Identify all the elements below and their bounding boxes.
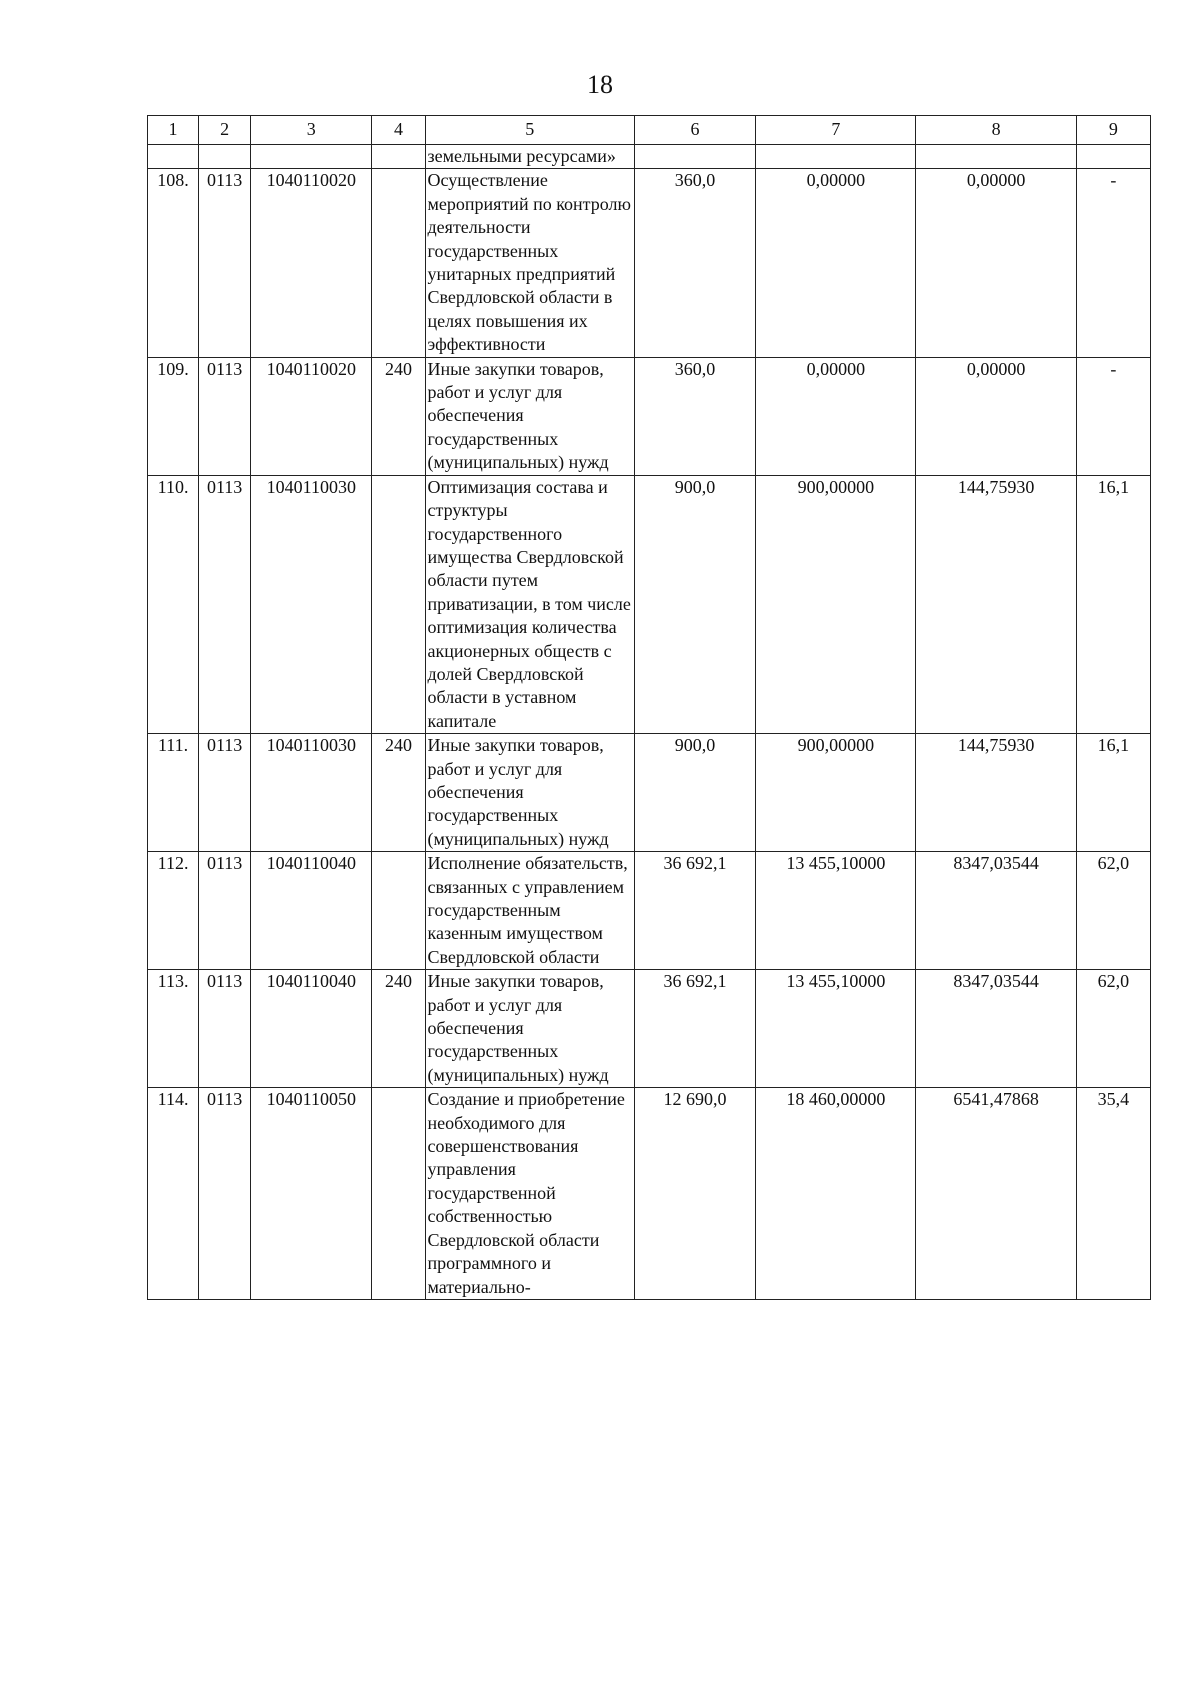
planned-amount (634, 145, 755, 169)
amount-col-7: 900,00000 (756, 734, 916, 852)
row-number: 111. (148, 734, 199, 852)
expense-type-code (372, 475, 425, 733)
column-header-1: 1 (148, 116, 199, 145)
planned-amount: 36 692,1 (634, 970, 755, 1088)
percent-executed: 62,0 (1076, 852, 1150, 970)
amount-col-7 (756, 145, 916, 169)
planned-amount: 900,0 (634, 475, 755, 733)
item-description: Создание и приобретение необходимого для совершенствования управления государственной собственностью Свердловской области программного и материально- (425, 1088, 634, 1300)
target-article-code: 1040110030 (251, 734, 372, 852)
item-description: Иные закупки товаров, работ и услуг для обеспечения государственных (муниципальных) нужд (425, 734, 634, 852)
target-article-code: 1040110020 (251, 357, 372, 475)
amount-col-8: 0,00000 (916, 357, 1076, 475)
expense-type-code (372, 852, 425, 970)
row-number: 114. (148, 1088, 199, 1300)
target-article-code (251, 145, 372, 169)
table-row (148, 970, 1151, 1088)
column-header-3: 3 (251, 116, 372, 145)
percent-executed: 62,0 (1076, 970, 1150, 1088)
row-number: 112. (148, 852, 199, 970)
target-article-code: 1040110040 (251, 970, 372, 1088)
row-number: 113. (148, 970, 199, 1088)
planned-amount: 36 692,1 (634, 852, 755, 970)
row-number: 108. (148, 169, 199, 357)
budget-table (147, 115, 1151, 1300)
table-row (148, 734, 1151, 852)
row-number (148, 145, 199, 169)
column-header-9: 9 (1076, 116, 1150, 145)
planned-amount: 360,0 (634, 169, 755, 357)
section-code: 0113 (199, 357, 251, 475)
header-row (148, 116, 1151, 145)
column-header-8: 8 (916, 116, 1076, 145)
expense-type-code (372, 169, 425, 357)
percent-executed: - (1076, 357, 1150, 475)
section-code: 0113 (199, 852, 251, 970)
amount-col-8: 0,00000 (916, 169, 1076, 357)
percent-executed: - (1076, 169, 1150, 357)
row-number: 110. (148, 475, 199, 733)
amount-col-8: 144,75930 (916, 734, 1076, 852)
planned-amount: 360,0 (634, 357, 755, 475)
target-article-code: 1040110040 (251, 852, 372, 970)
expense-type-code: 240 (372, 357, 425, 475)
planned-amount: 12 690,0 (634, 1088, 755, 1300)
percent-executed: 16,1 (1076, 734, 1150, 852)
column-header-2: 2 (199, 116, 251, 145)
section-code: 0113 (199, 734, 251, 852)
amount-col-8: 8347,03544 (916, 970, 1076, 1088)
target-article-code: 1040110030 (251, 475, 372, 733)
item-description: Иные закупки товаров, работ и услуг для обеспечения государственных (муниципальных) нужд (425, 970, 634, 1088)
column-header-7: 7 (756, 116, 916, 145)
target-article-code: 1040110050 (251, 1088, 372, 1300)
amount-col-8: 6541,47868 (916, 1088, 1076, 1300)
column-header-5: 5 (425, 116, 634, 145)
table-row (148, 1088, 1151, 1300)
expense-type-code: 240 (372, 734, 425, 852)
amount-col-7: 13 455,10000 (756, 852, 916, 970)
expense-type-code (372, 145, 425, 169)
table-body (148, 145, 1151, 1300)
expense-type-code: 240 (372, 970, 425, 1088)
item-description: Исполнение обязательств, связанных с управлением государственным казенным имуществом Свердловской области (425, 852, 634, 970)
item-description: Оптимизация состава и структуры государственного имущества Свердловской области путем приватизации, в том числе оптимизация количества акционерных обществ с долей Свердловской области в уставном капитале (425, 475, 634, 733)
amount-col-8: 8347,03544 (916, 852, 1076, 970)
amount-col-8: 144,75930 (916, 475, 1076, 733)
table-row (148, 145, 1151, 169)
section-code (199, 145, 251, 169)
column-header-4: 4 (372, 116, 425, 145)
amount-col-7: 18 460,00000 (756, 1088, 916, 1300)
planned-amount: 900,0 (634, 734, 755, 852)
percent-executed: 16,1 (1076, 475, 1150, 733)
table-row (148, 169, 1151, 357)
section-code: 0113 (199, 1088, 251, 1300)
percent-executed (1076, 145, 1150, 169)
table-header (148, 116, 1151, 145)
target-article-code: 1040110020 (251, 169, 372, 357)
row-number: 109. (148, 357, 199, 475)
amount-col-8 (916, 145, 1076, 169)
expense-type-code (372, 1088, 425, 1300)
table-row (148, 357, 1151, 475)
item-description: Осуществление мероприятий по контролю деятельности государственных унитарных предприятий Свердловской области в целях повышения их эффективности (425, 169, 634, 357)
table-row (148, 475, 1151, 733)
page-number: 18 (587, 70, 613, 99)
item-description: земельными ресурсами» (425, 145, 634, 169)
section-code: 0113 (199, 475, 251, 733)
section-code: 0113 (199, 169, 251, 357)
amount-col-7: 0,00000 (756, 169, 916, 357)
section-code: 0113 (199, 970, 251, 1088)
amount-col-7: 900,00000 (756, 475, 916, 733)
column-header-6: 6 (634, 116, 755, 145)
amount-col-7: 0,00000 (756, 357, 916, 475)
percent-executed: 35,4 (1076, 1088, 1150, 1300)
item-description: Иные закупки товаров, работ и услуг для обеспечения государственных (муниципальных) нужд (425, 357, 634, 475)
amount-col-7: 13 455,10000 (756, 970, 916, 1088)
table-row (148, 852, 1151, 970)
